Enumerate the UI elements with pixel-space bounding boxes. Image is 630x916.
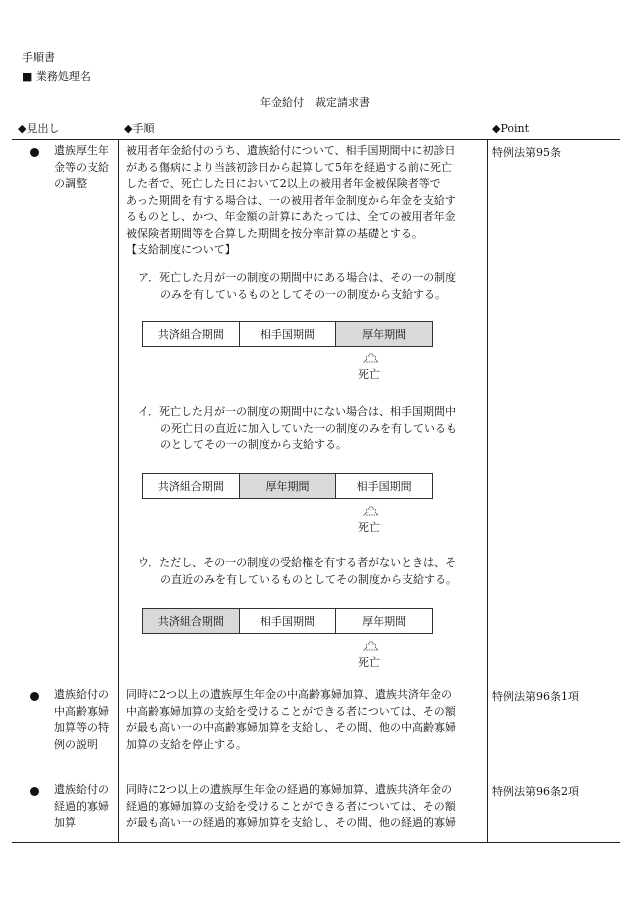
death-marker-icon bbox=[362, 503, 380, 517]
column-divider-1 bbox=[118, 139, 119, 843]
column-divider-2 bbox=[487, 139, 488, 843]
death-label: 死亡 bbox=[358, 656, 380, 669]
period-cell: 共済組合期間 bbox=[143, 322, 240, 346]
period-cell: 相手国期間 bbox=[240, 322, 337, 346]
period-bar bbox=[142, 608, 433, 634]
row-body: 同時に2つ以上の遺族厚生年金の中高齢寡婦加算、遺族共済年金の 中高齢寡婦加算の支給を受けることができる者については、その額 が最も高い一の中高齢寡婦加算を支給し、その間、他の中高齢寡婦 加算の支給を停止する。 bbox=[126, 688, 456, 751]
list-item: ア．死亡した月が一の制度の期間中にある場合は、その一の制度 のみを有しているものとしてその一の制度から支給する。 bbox=[138, 271, 457, 301]
table-bottom-border bbox=[12, 842, 620, 843]
period-cell-highlighted: 厚年期間 bbox=[336, 322, 432, 346]
page-title: 年金給付 裁定請求書 bbox=[260, 96, 370, 109]
column-header-point: ◆Point bbox=[492, 122, 530, 135]
list-item: イ．死亡した月が一の制度の期間中にない場合は、相手国期間中 の死亡日の直近に加入していた一の制度のみを有しているも のとしてその一の制度から支給する。 bbox=[138, 405, 457, 451]
period-bar bbox=[142, 473, 433, 499]
period-cell-highlighted: 厚年期間 bbox=[240, 474, 337, 498]
death-marker-icon bbox=[362, 638, 380, 652]
death-marker-icon bbox=[362, 350, 380, 364]
doc-type: 手順書 bbox=[22, 51, 55, 64]
row-heading: 遺族給付の 中高齢寡婦 加算等の特 例の説明 bbox=[54, 688, 109, 751]
point-reference: 特例法第96条1項 bbox=[492, 690, 579, 703]
row-heading: 遺族厚生年 金等の支給 の調整 bbox=[54, 144, 109, 190]
table-top-border bbox=[12, 139, 620, 140]
section-label: ■ 業務処理名 bbox=[22, 70, 91, 83]
death-label: 死亡 bbox=[358, 368, 380, 381]
list-item: ウ．ただし、その一の制度の受給権を有する者がないときは、そ の直近のみを有しているものとしてその制度から支給する。 bbox=[138, 556, 457, 586]
subheading: 【支給制度について】 bbox=[126, 243, 236, 256]
period-bar bbox=[142, 321, 433, 347]
death-label: 死亡 bbox=[358, 521, 380, 534]
column-header-procedure: ◆手順 bbox=[124, 122, 155, 135]
point-reference: 特例法第95条 bbox=[492, 146, 561, 159]
row-heading: 遺族給付の 経過的寡婦 加算 bbox=[54, 783, 109, 829]
column-header-heading: ◆見出し bbox=[18, 122, 60, 135]
period-cell: 相手国期間 bbox=[240, 609, 337, 633]
row-body: 同時に2つ以上の遺族厚生年金の経過的寡婦加算、遺族共済年金の 経過的寡婦加算の支給を受けることができる者については、その額 が最も高い一の経過的寡婦加算を支給し、その間、他の経過的寡婦 bbox=[126, 783, 456, 829]
period-cell: 厚年期間 bbox=[362, 615, 407, 628]
period-cell-highlighted: 共済組合期間 bbox=[143, 609, 240, 633]
period-cell: 相手国期間 bbox=[356, 480, 412, 493]
bullet bbox=[30, 787, 39, 796]
period-cell: 共済組合期間 bbox=[143, 474, 240, 498]
bullet bbox=[30, 148, 39, 157]
row-body: 被用者年金給付のうち、遺族給付について、相手国期間中に初診日 がある傷病により当該初診日から起算して5年を経過する前に死亡 した者で、死亡した日において2以上の被用者年金被保険者等で あった期間を有する場合は、一の被用者年金制度から年金を支給す るものとし、かつ、年金額の計算にあたっては、全ての被用者年金 被保険者期間等を合算した期間を按分率計算の基礎とする。 【支給制度について】 bbox=[126, 143, 456, 259]
bullet bbox=[30, 692, 39, 701]
point-reference: 特例法第96条2項 bbox=[492, 785, 579, 798]
